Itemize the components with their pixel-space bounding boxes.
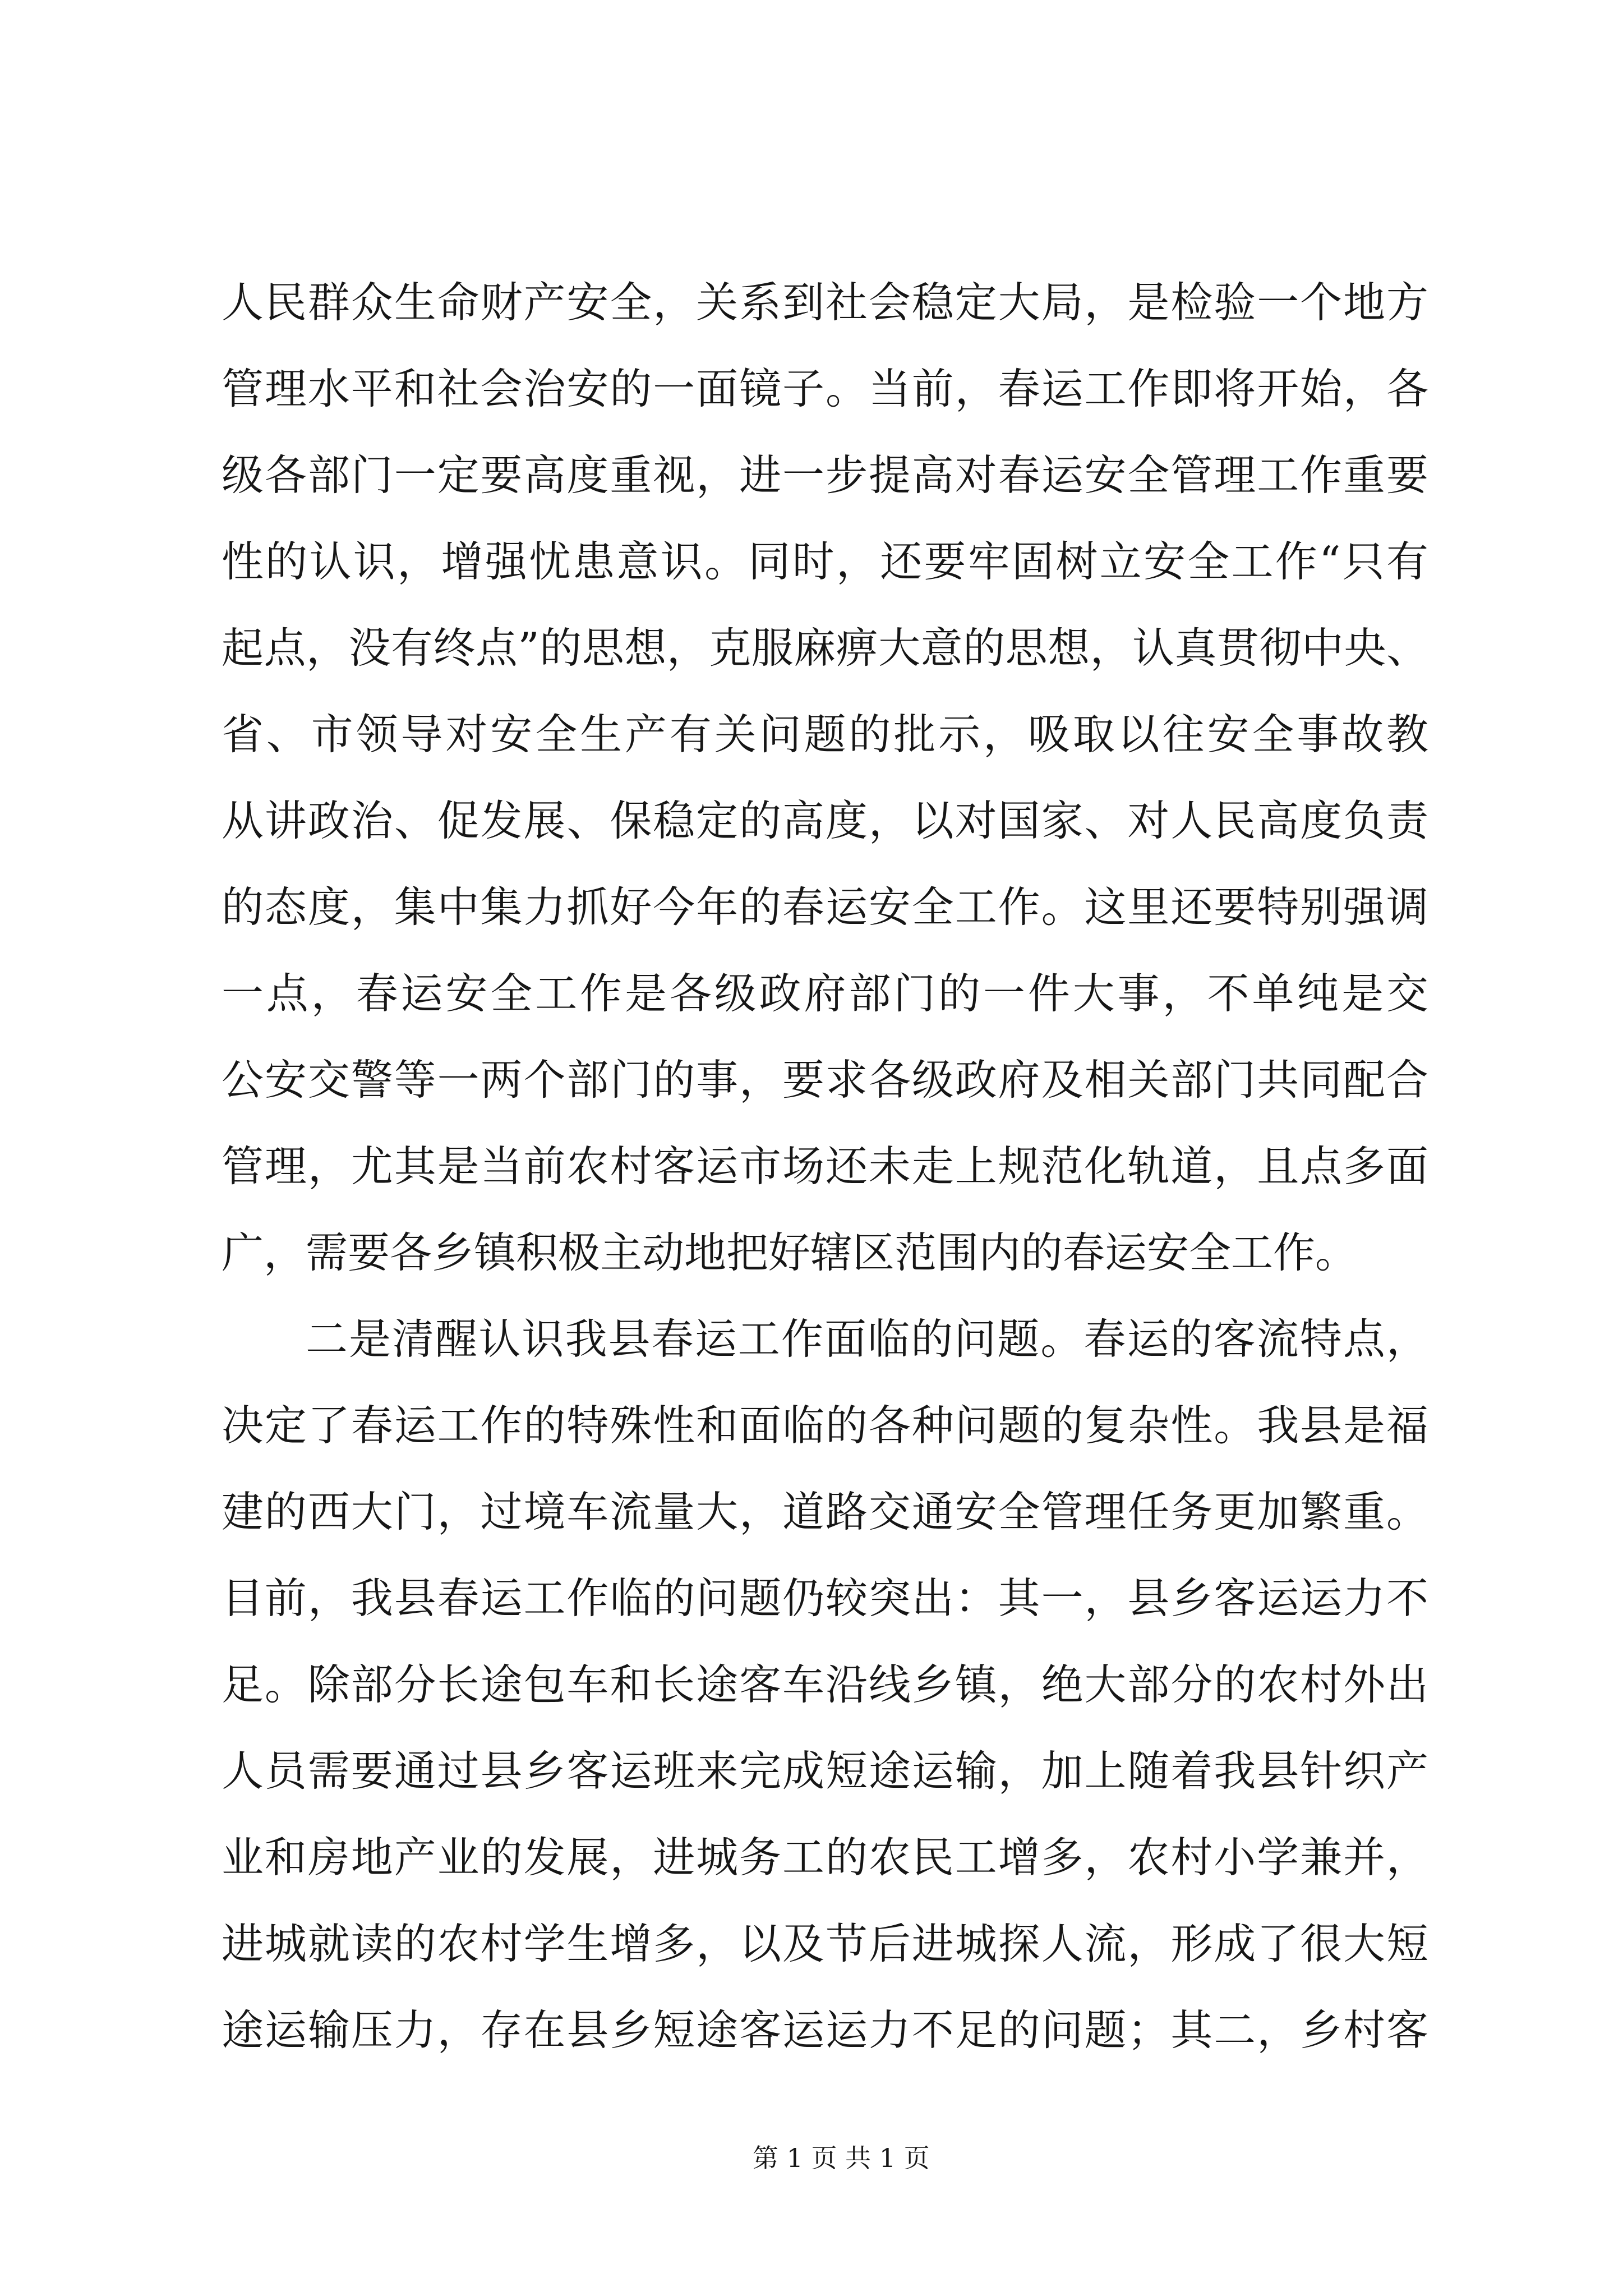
text-line: 的态度，集中集力抓好今年的春运安全工作。这里还要特别强调 [222, 882, 1428, 932]
text-line: 管理，尤其是当前农村客运市场还未走上规范化轨道，且点多面 [222, 1142, 1428, 1191]
text-line: 人员需要通过县乡客运班来完成短途运输，加上随着我县针织产 [222, 1746, 1428, 1796]
page-footer: 第 1 页 共 1 页 [753, 2143, 930, 2173]
text-line: 级各部门一定要高度重视，进一步提高对春运安全管理工作重要 [222, 450, 1428, 500]
text-line: 业和房地产业的发展，进城务工的农民工增多，农村小学兼并， [222, 1833, 1428, 1882]
text-line: 一点，春运安全工作是各级政府部门的一件大事，不单纯是交 [222, 969, 1428, 1018]
paragraph-1 [222, 259, 1428, 1296]
text-line: 性的认识，增强忧患意识。同时，还要牢固树立安全工作“只有 [222, 537, 1428, 586]
text-line: 途运输压力，存在县乡短途客运运力不足的问题；其二，乡村客 [222, 2005, 1428, 2055]
text-line: 管理水平和社会治安的一面镜子。当前，春运工作即将开始，各 [222, 364, 1428, 413]
text-line: 决定了春运工作的特殊性和面临的各种问题的复杂性。我县是福 [222, 1401, 1428, 1450]
paragraph-2 [222, 1296, 1428, 2073]
text-line: 起点，没有终点”的思想，克服麻痹大意的思想，认真贯彻中央、 [222, 623, 1428, 673]
text-line: 进城就读的农村学生增多，以及节后进城探人流，形成了很大短 [222, 1919, 1428, 1968]
text-line: 建的西大门，过境车流量大，道路交通安全管理任务更加繁重。 [222, 1487, 1428, 1536]
text-line: 从讲政治、促发展、保稳定的高度，以对国家、对人民高度负责 [222, 796, 1428, 845]
text-line: 公安交警等一两个部门的事，要求各级政府及相关部门共同配合 [222, 1055, 1428, 1105]
text-line: 目前，我县春运工作临的问题仍较突出：其一，县乡客运运力不 [222, 1573, 1428, 1623]
text-line: 人民群众生命财产安全，关系到社会稳定大局，是检验一个地方 [222, 278, 1428, 327]
text-line: 省、市领导对安全生产有关问题的批示，吸取以往安全事故教 [222, 710, 1428, 759]
text-line: 足。除部分长途包车和长途客车沿线乡镇，绝大部分的农村外出 [222, 1660, 1428, 1709]
body-text [222, 259, 1428, 2073]
text-line: 二是清醒认识我县春运工作面临的问题。春运的客流特点， [306, 1314, 1428, 1364]
text-line: 广，需要各乡镇积极主动地把好辖区范围内的春运安全工作。 [222, 1228, 1358, 1277]
